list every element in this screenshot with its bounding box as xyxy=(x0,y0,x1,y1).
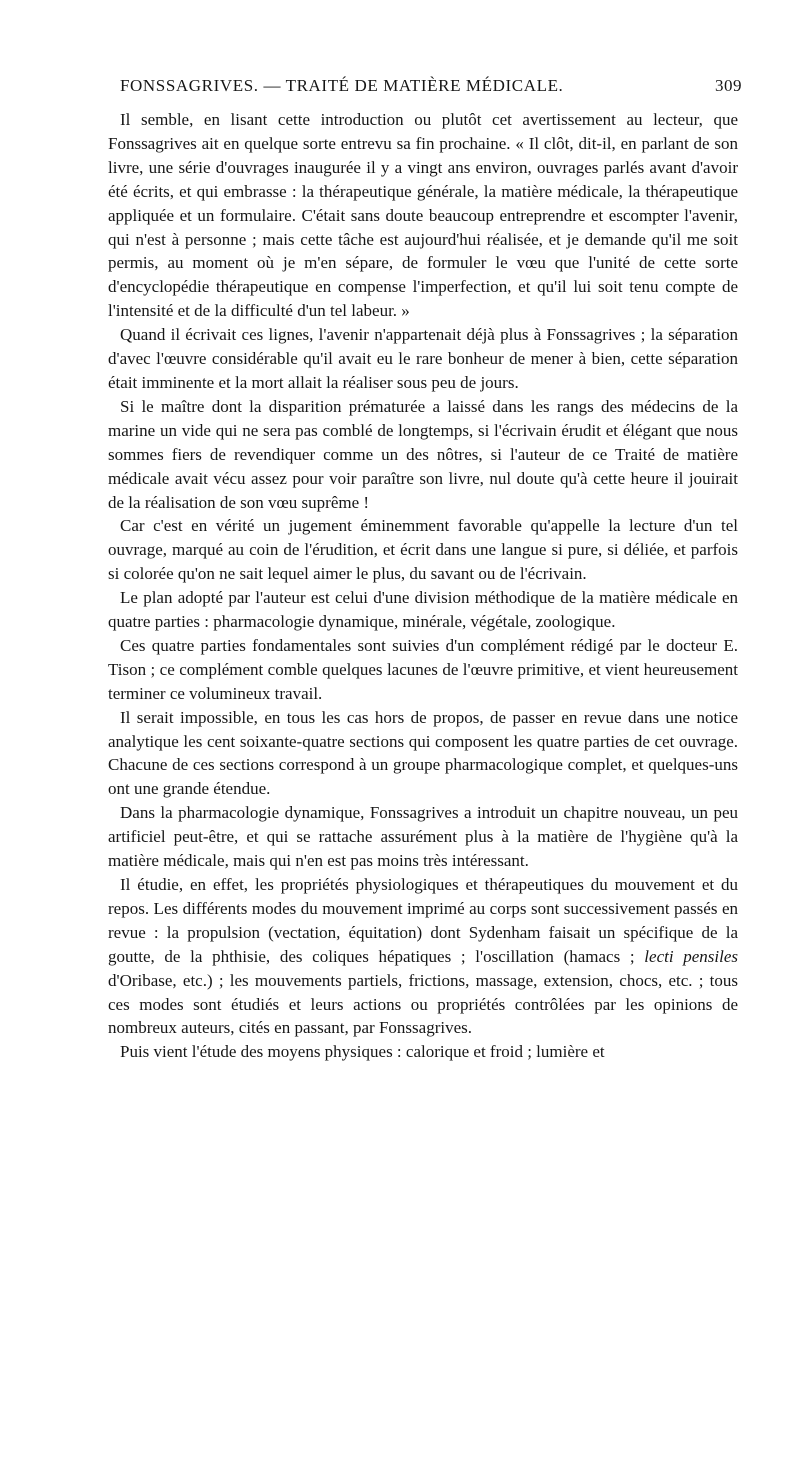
paragraph-9-italic-term: lecti pensiles xyxy=(644,946,739,966)
paragraph-10: Puis vient l'étude des moyens physiques : calorique et froid ; lumière et xyxy=(120,1042,605,1062)
page-number: 309 xyxy=(715,76,742,95)
running-title: FONSSAGRIVES. — TRAITÉ DE MATIÈRE MÉDICALE. xyxy=(120,76,564,95)
paragraph-9-text-after: d'Oribase, etc.) ; les mouvements partiels, frictions, massage, extension, chocs, etc. ; tous ces modes sont étudiés et leurs actions ou propriétés contrôlées par les opinions de nombreux auteurs, cités en passant, par Fonssagrives. xyxy=(108,970,738,1038)
paragraph-3: Si le maître dont la disparition prématurée a laissé dans les rangs des médecins de la marine un vide qui ne sera pas comblé de longtemps, si l'écrivain érudit et élégant que nous sommes fiers de revendiquer comme un des nôtres, si l'auteur de ce Traité de matière médicale avait vécu assez pour voir paraître son livre, nul doute qu'à cette heure il jouirait de la réalisation de son vœu suprême ! xyxy=(108,396,738,512)
book-page xyxy=(108,66,742,1064)
running-head xyxy=(108,66,742,98)
paragraph-1: Il semble, en lisant cette introduction ou plutôt cet avertissement au lecteur, que Fonssagrives ait en quelque sorte entrevu sa fin prochaine. « Il clôt, dit-il, en parlant de son livre, une série d'ouvrages inaugurée il y a vingt ans environ, ouvrages parlés avant d'avoir été écrits, et qui embrasse : la thérapeutique générale, la matière médicale, la thérapeutique appliquée et un formulaire. C'était sans doute beaucoup entreprendre et escompter l'avenir, qui n'est à personne ; mais cette tâche est aujourd'hui réalisée, et je demande qu'il me soit permis, au moment où je m'en sépare, de formuler le vœu que l'unité de cette sorte d'encyclopédie thérapeutique en compense l'imperfection, et qu'il lui soit tenu compte de l'intensité et de la difficulté d'un tel labeur. » xyxy=(108,110,738,321)
paragraph-9 xyxy=(108,873,738,1040)
paragraph-7: Il serait impossible, en tous les cas hors de propos, de passer en revue dans une notice analytique les cent soixante-quatre sections qui composent les quatre parties de cet ouvrage. Chacune de ces sections correspond à un groupe pharmacologique complet, et quelques-uns ont une grande étendue. xyxy=(108,707,738,799)
paragraph-2: Quand il écrivait ces lignes, l'avenir n'appartenait déjà plus à Fonssagrives ; la séparation d'avec l'œuvre considérable qu'il avait eu le rare bonheur de mener à bien, cette séparation était imminente et la mort allait la réaliser sous peu de jours. xyxy=(108,325,738,392)
body-text xyxy=(108,108,738,1064)
paragraph-5: Le plan adopté par l'auteur est celui d'une division méthodique de la matière médicale en quatre parties : pharmacologie dynamique, minérale, végétale, zoologique. xyxy=(108,588,738,632)
paragraph-8: Dans la pharmacologie dynamique, Fonssagrives a introduit un chapitre nouveau, un peu artificiel peut-être, et qui se rattache assurément plus à la matière de l'hygiène qu'à la matière médicale, mais qui n'en est pas moins très intéressant. xyxy=(108,803,738,871)
paragraph-9-text-before: Il étudie, en effet, les propriétés physiologiques et thérapeutiques du mouvement et du repos. Les différents modes du mouvement imprimé au corps sont successivement passés en revue : la propulsion (vectation, équitation) dont Sydenham faisait un spécifique de la goutte, de la phthisie, des coliques hépatiques ; l'oscillation (hamacs ; xyxy=(108,875,738,966)
paragraph-4: Car c'est en vérité un jugement éminemment favorable qu'appelle la lecture d'un tel ouvrage, marqué au coin de l'érudition, et écrit dans une langue si pure, si déliée, et parfois si colorée qu'on ne sait lequel aimer le plus, du savant ou de l'écrivain. xyxy=(108,516,738,584)
paragraph-6: Ces quatre parties fondamentales sont suivies d'un complément rédigé par le docteur E. Tison ; ce complément comble quelques lacunes de l'œuvre primitive, et vient heureusement terminer ce volumineux travail. xyxy=(108,635,738,703)
